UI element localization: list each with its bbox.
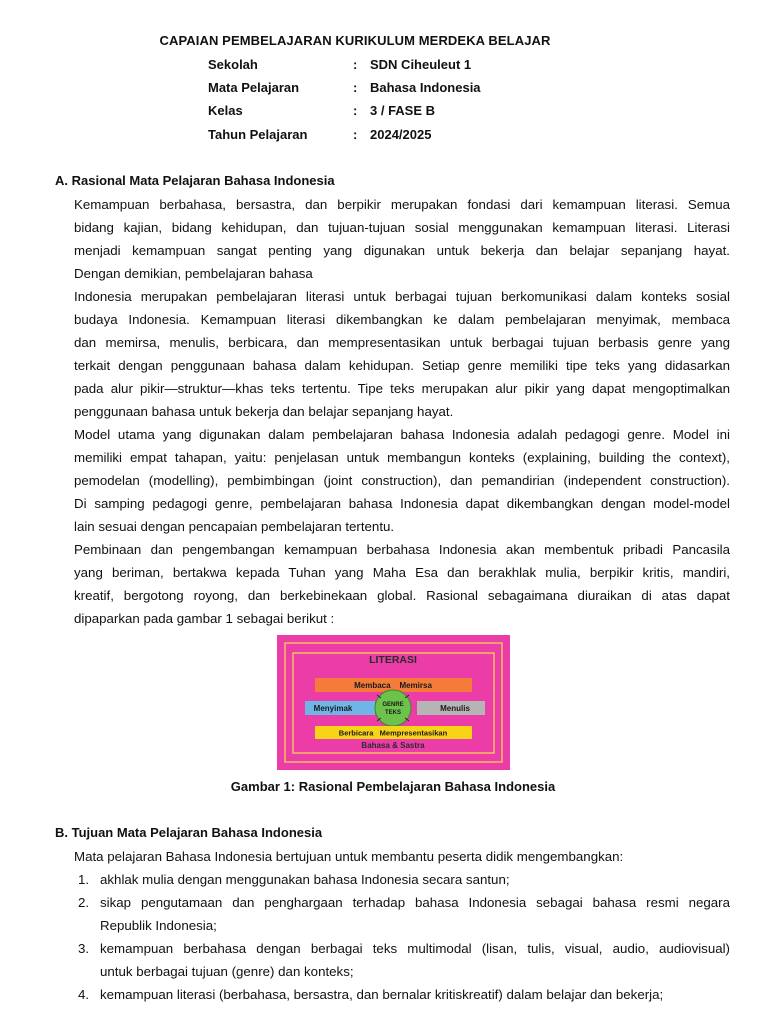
text-line: Model utama yang digunakan dalam pembelajaran bahasa Indonesia adalah pedagogi genre. Model ini bbox=[74, 427, 730, 442]
list-item bbox=[74, 868, 730, 891]
section-a-paragraph-1 bbox=[74, 193, 730, 285]
figure-center-line2: TEKS bbox=[384, 710, 402, 716]
section-b-intro bbox=[74, 845, 730, 868]
literasi-figure bbox=[277, 635, 510, 770]
meta-separator: : bbox=[353, 80, 358, 95]
text-line: Mata pelajaran Bahasa Indonesia bertujuan untuk membantu peserta didik mengembangkan: bbox=[74, 849, 624, 864]
literasi-diagram bbox=[277, 635, 510, 770]
figure-caption: Gambar 1: Rasional Pembelajaran Bahasa Indonesia bbox=[230, 779, 556, 794]
text-line: menjadi kemampuan sangat penting yang digunakan untuk bekerja dan belajar sepanjang hayat. bbox=[74, 243, 730, 258]
section-b-heading: B. Tujuan Mata Pelajaran Bahasa Indonesia bbox=[55, 825, 323, 840]
text-line: terkait dengan penggunaan bahasa dalam kehidupan. Setiap genre memiliki tipe teks yang didasarkan bbox=[74, 358, 730, 373]
text-line: Republik Indonesia; bbox=[100, 918, 217, 933]
text-line: Di samping pedagogi genre, pembelajaran bahasa Indonesia dapat dikembangkan dengan model-model bbox=[74, 496, 730, 511]
meta-label: Sekolah bbox=[208, 57, 258, 72]
meta-label: Kelas bbox=[208, 103, 243, 118]
list-item bbox=[74, 891, 730, 937]
figure-right-label: Menulis bbox=[440, 704, 470, 713]
text-line: Indonesia merupakan pembelajaran literasi untuk berbagai tujuan berkomunikasi dalam konteks sosial bbox=[74, 289, 730, 304]
meta-separator: : bbox=[353, 57, 358, 72]
text-line: kreatif, bergotong royong, dan berkebinekaan global. Rasional sebagaimana diuraikan di atas dapat bbox=[74, 588, 730, 603]
text-line: dipaparkan pada gambar 1 sebagai berikut : bbox=[74, 611, 335, 626]
list-item bbox=[74, 983, 730, 1006]
meta-value: 2024/2025 bbox=[370, 127, 432, 142]
figure-left-label: Menyimak bbox=[313, 704, 353, 713]
text-line: akhlak mulia dengan menggunakan bahasa Indonesia secara santun; bbox=[100, 872, 510, 887]
section-a-heading: A. Rasional Mata Pelajaran Bahasa Indonesia bbox=[55, 173, 335, 188]
list-number: 1. bbox=[78, 872, 90, 887]
text-line: lain sesuai dengan pencapaian pembelajaran tertentu. bbox=[74, 519, 395, 534]
text-line: Dengan demikian, pembelajaran bahasa bbox=[74, 266, 313, 281]
text-line: pemodelan (modelling), pembimbingan (joint construction), dan pemandirian (independent construction). bbox=[74, 473, 730, 488]
text-line: kemampuan berbahasa dengan berbagai teks multimodal (lisan, tulis, visual, audio, audiovisual) bbox=[100, 941, 730, 956]
figure-footer-label: Bahasa & Sastra bbox=[361, 741, 425, 750]
meta-separator: : bbox=[353, 127, 358, 142]
figure-top-bar-label: Membaca Memirsa bbox=[354, 681, 432, 690]
list-item bbox=[74, 937, 730, 983]
figure-center-circle bbox=[375, 690, 411, 726]
figure-center-line1: GENRE bbox=[382, 702, 404, 708]
text-line: pada alur pikir—struktur—khas teks tertentu. Tipe teks merupakan alur pikir yang dapat mengoptimalkan bbox=[74, 381, 730, 396]
meta-value: SDN Ciheuleut 1 bbox=[370, 57, 472, 72]
section-a-paragraph-2 bbox=[74, 285, 730, 423]
text-line: sikap pengutamaan dan penghargaan terhadap bahasa Indonesia sebagai bahasa resmi negara bbox=[100, 895, 730, 910]
figure-title: LITERASI bbox=[369, 654, 417, 666]
meta-value: Bahasa Indonesia bbox=[370, 80, 481, 95]
section-a-paragraph-3 bbox=[74, 423, 730, 538]
text-line: budaya Indonesia. Kemampuan literasi dikembangkan ke dalam pembelajaran menyimak, membaca bbox=[74, 312, 730, 327]
text-line: bidang kajian, bidang kehidupan, dan tujuan-tujuan sosial menggunakan kemampuan literasi. Literasi bbox=[74, 220, 730, 235]
text-line: memiliki empat tahapan, yaitu: penjelasan untuk membangun konteks (explaining, building the context), bbox=[74, 450, 730, 465]
text-line: Kemampuan berbahasa, bersastra, dan berpikir merupakan fondasi dari kemampuan literasi. Semua bbox=[74, 197, 730, 212]
list-number: 3. bbox=[78, 941, 90, 956]
text-line: untuk berbagai tujuan (genre) dan konteks; bbox=[100, 964, 354, 979]
meta-value: 3 / FASE B bbox=[370, 103, 436, 118]
meta-separator: : bbox=[353, 103, 358, 118]
section-a-paragraph-4 bbox=[74, 538, 730, 630]
text-line: penggunaan bahasa untuk bekerja dan belajar sepanjang hayat. bbox=[74, 404, 454, 419]
objectives-list bbox=[74, 868, 730, 1006]
text-line: yang beriman, bertakwa kepada Tuhan yang Maha Esa dan berakhlak mulia, berpikir kritis, mandiri, bbox=[74, 565, 730, 580]
list-number: 4. bbox=[78, 987, 90, 1002]
meta-label: Mata Pelajaran bbox=[208, 80, 300, 95]
meta-label: Tahun Pelajaran bbox=[208, 127, 308, 142]
document-title: CAPAIAN PEMBELAJARAN KURIKULUM MERDEKA BELAJAR bbox=[159, 33, 551, 48]
text-line: Pembinaan dan pengembangan kemampuan berbahasa Indonesia akan membentuk pribadi Pancasila bbox=[74, 542, 730, 557]
text-line: dan memirsa, menulis, berbicara, dan mempresentasikan untuk berbagai tujuan berbasis genre yang bbox=[74, 335, 730, 350]
text-line: kemampuan literasi (berbahasa, bersastra, dan bernalar kritiskreatif) dalam belajar dan bekerja; bbox=[100, 987, 664, 1002]
list-number: 2. bbox=[78, 895, 90, 910]
figure-bottom-bar-label: Berbicara Mempresentasikan bbox=[338, 728, 448, 738]
